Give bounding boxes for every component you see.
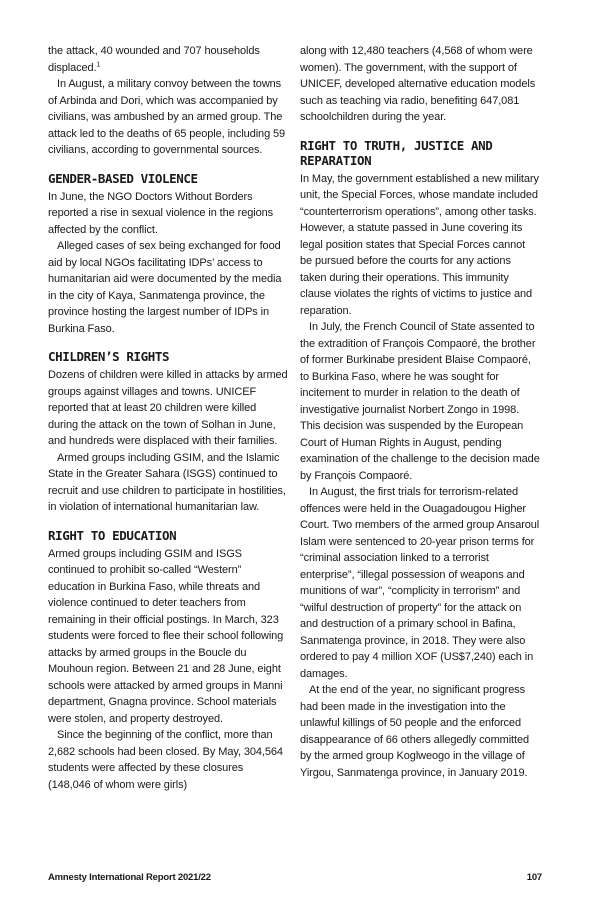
left-column [48, 43, 288, 793]
footnote-marker[interactable]: 1 [96, 60, 101, 68]
paragraph-convoy-ambush: In August, a military convoy between the towns of Arbinda and Dori, which was accompanied by civilians, was ambushed by an armed group. The attack led to the deaths of 65 people, including 59 civilians, according to governmental sources. [48, 78, 286, 156]
heading-truth-justice-reparation: RIGHT TO TRUTH, JUSTICE AND REPARATION [300, 137, 493, 168]
paragraph-text: the attack, 40 wounded and 707 households displaced. [48, 45, 260, 74]
report-title: Amnesty International Report 2021/22 [48, 872, 211, 883]
right-column [300, 43, 540, 781]
paragraph-extradition: In July, the French Council of State assented to the extradition of François Compaoré, the brother of former Burkinabe president Blaise Compaoré, to Burkina Faso, where he was sought for incitement to murder in relation to the death of investigative journalist Norbert Zongo in 1998. This decision was suspended by the European Court of Human Rights in August, pending examination of the challenge to the decision made by François Compaoré. [300, 321, 540, 482]
paragraph-investigation-progress: At the end of the year, no significant progress had been made in the investigation into the unlawful killings of 50 people and the enforced disappearance of 66 others allegedly committed by the armed group Koglweogo in the village of Yirgou, Sanmatenga province, in January 2019. [300, 684, 529, 779]
paragraph-child-recruitment: Armed groups including GSIM, and the Islamic State in the Greater Sahara (ISGS) continued to recruit and use children to participate in hostilities, in violation of international humanitarian law. [48, 451, 286, 513]
paragraph-education-threats: Armed groups including GSIM and ISGS continued to prohibit so-called “Western” education in Burkina Faso, while threats and violence continued to deter teachers from remaining in their official postings. In March, 323 students were forced to flee their school following attacks by armed groups in the Boucle du Mouhoun region. Between 21 and 28 June, eight schools were attacked by armed groups in Manni department, Gnagna province. School materials were stolen, and property destroyed. [48, 547, 284, 725]
paragraph-special-forces: In May, the government established a new military unit, the Special Forces, whose mandate included “counterterrorism operations”, among other tasks. However, a statute passed in June covering its legal position states that Special Forces cannot be pursued before the courts for any actions taken during their operations. This immunity clause violates the rights of victims to justice and reparation. [300, 172, 539, 317]
paragraph-sexual-violence: In June, the NGO Doctors Without Borders reported a rise in sexual violence in the regions affected by the conflict. [48, 190, 274, 236]
heading-right-to-education: RIGHT TO EDUCATION [48, 527, 177, 543]
heading-childrens-rights: CHILDREN’S RIGHTS [48, 349, 170, 364]
heading-gender-based-violence: GENDER-BASED VIOLENCE [48, 170, 198, 186]
paragraph-attack-casualties [48, 43, 288, 76]
page-footer [48, 872, 542, 883]
paragraph-terrorism-trials: In August, the first trials for terrorism-related offences were held in the Ouagadougou Higher Court. Two members of the armed group Ansaroul Islam were sentenced to 20-year prison terms for “criminal association linked to a terrorist enterprise”, “illegal possession of weapons and munitions of war”, “complicity in terrorism” and “wilful destruction of property” for the attack on and destruction of a primary school in Bafina, Sanmatenga province, in 2018. They were also ordered to pay 4 million XOF (US$7,240) each in damages. [300, 486, 540, 680]
paragraph-children-killed: Dozens of children were killed in attacks by armed groups against villages and towns. UNICEF reported that at least 20 children were killed during the attack on the town of Solhan in June, and hundreds were displaced with their families. [48, 369, 288, 447]
paragraph-teachers-affected: along with 12,480 teachers (4,568 of whom were women). The government, with the support of UNICEF, developed alternative education models such as teaching via radio, benefiting 647,081 schoolchildren during the year. [300, 45, 536, 123]
page-number: 107 [526, 872, 542, 883]
paragraph-food-aid-exploitation: Alleged cases of sex being exchanged for food aid by local NGOs facilitating IDPs’ access to humanitarian aid were documented by the media in the city of Kaya, Sanmatenga province, the province hosting the largest number of IDPs in Burkina Faso. [48, 240, 282, 335]
paragraph-school-closures: Since the beginning of the conflict, more than 2,682 schools had been closed. By May, 304,564 students were affected by these closures (148,046 of whom were girls) [48, 729, 283, 791]
